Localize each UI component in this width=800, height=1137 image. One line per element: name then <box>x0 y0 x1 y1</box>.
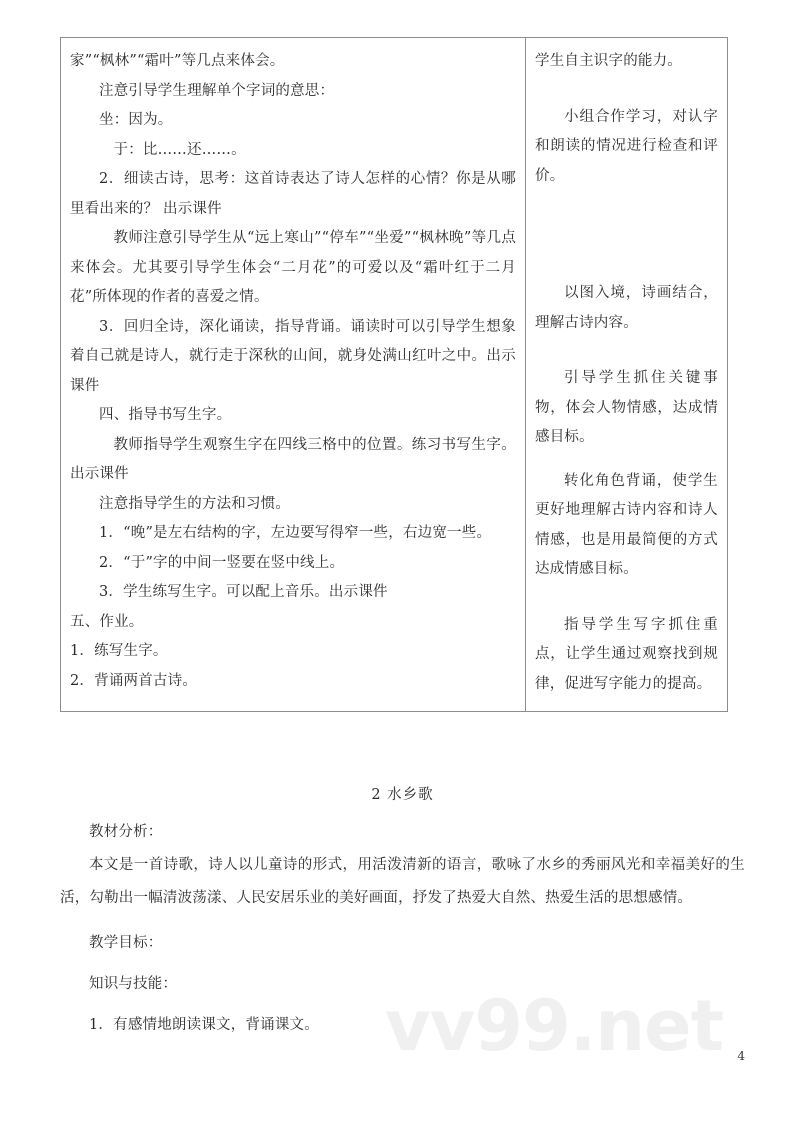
left-block-14: 1．练写生字。 <box>70 643 168 659</box>
left-block-1: 注意引导学生理解单个字词的意思： <box>99 82 335 99</box>
right-block-5: 指导学生写字抓住重点，让学生通过观察找到规律，促进写字能力的提高。 <box>535 616 718 692</box>
left-block-7: 四、指导书写生字。 <box>99 407 232 423</box>
left-block-15: 2．背诵两首古诗。 <box>70 672 198 689</box>
left-block-11: 2．“于”字的中间一竖要在竖中线上。 <box>99 554 345 571</box>
left-block-9: 注意指导学生的方法和习惯。 <box>99 495 291 512</box>
gap-after-analysis <box>60 915 745 927</box>
table-row <box>61 38 728 712</box>
gap-after-knowledge-label <box>60 1001 745 1009</box>
left-block-13: 五、作业。 <box>70 613 144 630</box>
right-block-0: 学生自主识字的能力。 <box>535 53 682 69</box>
right-block-1: 小组合作学习，对认字和朗读的情况进行检查和评价。 <box>535 108 718 184</box>
below-table-content <box>60 782 745 1042</box>
right-block-2: 以图入境，诗画结合，理解古诗内容。 <box>535 285 718 331</box>
goal-item-1: 1．有感情地朗读课文，背诵课文。 <box>89 1017 319 1033</box>
site-watermark: vv99.net <box>385 985 724 1067</box>
left-block-6: 3．回归全诗，深化诵读，指导背诵。诵读时可以引导学生想象着自己就是诗人，就行走于深秋的山间，就身处满山红叶之中。出示课件 <box>70 318 516 394</box>
left-block-8: 教师指导学生观察生字在四线三格中的位置。练习书写生字。出示课件 <box>70 436 516 482</box>
left-block-3: 于：比……还……。 <box>113 141 246 158</box>
gap-after-goals-label <box>60 960 745 968</box>
table-cell-teaching-process <box>61 38 526 712</box>
left-block-2: 坐：因为。 <box>99 112 173 128</box>
right-spacer-1b <box>535 241 718 279</box>
knowledge-skills-label: 知识与技能： <box>89 976 178 992</box>
right-spacer-0 <box>535 77 718 103</box>
table-cell-design-intent <box>526 38 728 712</box>
material-analysis-text: 本文是一首诗歌，诗人以儿童诗的形式，用活泼清新的语言，歌咏了水乡的秀丽风光和幸福美好的生活，勾勒出一幅清波荡漾、人民安居乐业的美好画面，抒发了热爱大自然、热爱生活的思想感情。 <box>60 857 745 906</box>
page-number: 4 <box>737 1049 745 1063</box>
left-block-10: 1．“晚”是左右结构的字，左边要写得窄一些，右边宽一些。 <box>99 525 492 541</box>
lesson-heading: 2 水乡歌 <box>371 787 434 803</box>
right-spacer-2 <box>535 338 718 364</box>
left-block-0: 家”“枫林”“霜叶”等几点来体会。 <box>70 53 285 69</box>
material-analysis-label: 教材分析： <box>89 824 163 840</box>
right-spacer-4 <box>535 585 718 611</box>
right-spacer-1 <box>535 191 718 241</box>
right-spacer-3 <box>535 453 718 467</box>
gap-after-heading <box>60 808 745 816</box>
right-block-3: 引导学生抓住关键事物，体会人物情感，达成情感目标。 <box>535 370 718 445</box>
left-block-12: 3．学生练写生字。可以配上音乐。出示课件 <box>99 584 388 600</box>
teaching-goals-label: 教学目标： <box>89 935 163 951</box>
right-block-4: 转化角色背诵，使学生更好地理解古诗内容和诗人情感，也是用最简便的方式达成情感目标。 <box>535 472 718 577</box>
lesson-plan-table <box>60 37 728 712</box>
left-block-5: 教师注意引导学生从“远上寒山”“停车”“坐爱”“枫林晚”等几点来体会。尤其要引导学生体会“二月花”的可爱以及“霜叶红于二月花”所体现的作者的喜爱之情。 <box>70 230 516 305</box>
left-block-4: 2．细读古诗，思考：这首诗表达了诗人怎样的心情？你是从哪里看出来的？ 出示课件 <box>70 171 516 217</box>
